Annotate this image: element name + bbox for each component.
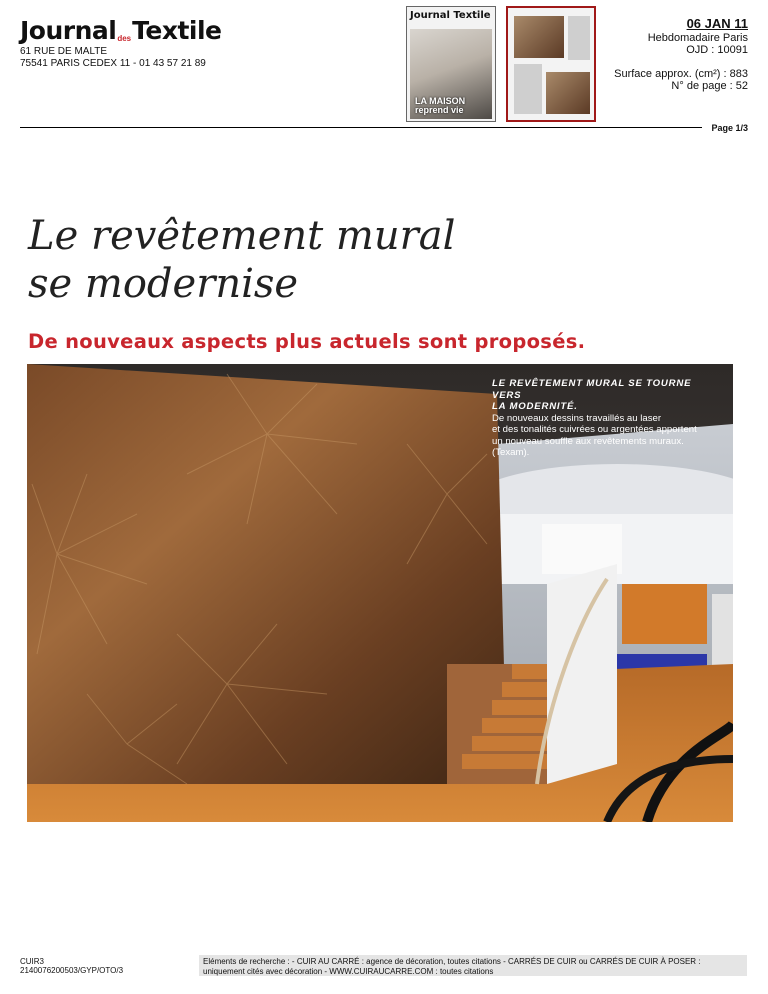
page-number: N° de page : 52 — [671, 80, 748, 92]
caption-headline-1: LE REVÊTEMENT MURAL SE TOURNE VERS — [492, 378, 692, 401]
article-photo — [27, 364, 733, 822]
caption-line-1: De nouveaux dessins travaillés au laser — [492, 412, 662, 424]
address-line-1: 61 RUE DE MALTE — [20, 46, 108, 57]
page-of-indicator: Page 1/3 — [711, 123, 748, 133]
cover-thumbnail — [406, 6, 496, 122]
article-subtitle: De nouveaux aspects plus actuels sont proposés. — [28, 330, 586, 353]
document-code — [20, 957, 123, 975]
photo-caption — [492, 378, 722, 459]
article-thumbnail-photo-2 — [546, 72, 590, 114]
search-elements-box — [199, 955, 747, 976]
ojd-count: OJD : 10091 — [686, 44, 748, 56]
logo-textile: Textile — [132, 16, 222, 45]
search-elements-line-1: Eléments de recherche : - CUIR AU CARRÉ : agence de décoration, toutes citations - CARRÉS DE CUIR ou CARRÉS DE CUIR À POSER : — [203, 957, 701, 966]
publication-date: 06 JAN 11 — [686, 16, 748, 31]
caption-line-2: et des tonalités cuivrées ou argentées apportent — [492, 424, 697, 435]
cover-headline-line-2: reprend vie — [415, 105, 464, 115]
surface-area: Surface approx. (cm²) : 883 — [614, 68, 748, 80]
article-page-thumbnail — [506, 6, 596, 122]
address-line-2: 75541 PARIS CEDEX 11 - 01 43 57 21 89 — [20, 58, 206, 69]
logo-des: des — [117, 34, 132, 43]
cover-headline-line-1: LA MAISON — [415, 96, 466, 106]
article-thumbnail-column-2 — [514, 64, 542, 114]
caption-line-3: un nouveau souffle aux revêtements muraux. (Texam). — [492, 435, 684, 458]
article-title-line-2: se modernise — [28, 261, 299, 307]
search-elements-line-2: uniquement cités avec décoration - WWW.CUIRAUCARRE.COM : toutes citations — [203, 967, 494, 976]
document-code-line-2: 2140076200503/GYP/OTO/3 — [20, 966, 124, 975]
logo-journal: Journal — [20, 16, 117, 45]
document-code-line-1: CUIR3 — [20, 957, 45, 966]
publication-frequency: Hebdomadaire Paris — [647, 32, 748, 44]
publication-meta — [614, 18, 748, 92]
article-title-line-1: Le revêtement mural — [28, 213, 456, 259]
cover-thumbnail-headline — [415, 97, 465, 115]
publisher-address — [20, 46, 206, 70]
article-title — [28, 212, 455, 308]
header-rule — [20, 127, 702, 128]
cover-thumbnail-logo: Journal Textile — [410, 10, 491, 21]
caption-headline-2: LA MODERNITÉ. — [492, 401, 578, 412]
article-thumbnail-photo-1 — [514, 16, 564, 58]
article-thumbnail-column-1 — [568, 16, 590, 60]
journal-textile-logo — [20, 16, 222, 44]
